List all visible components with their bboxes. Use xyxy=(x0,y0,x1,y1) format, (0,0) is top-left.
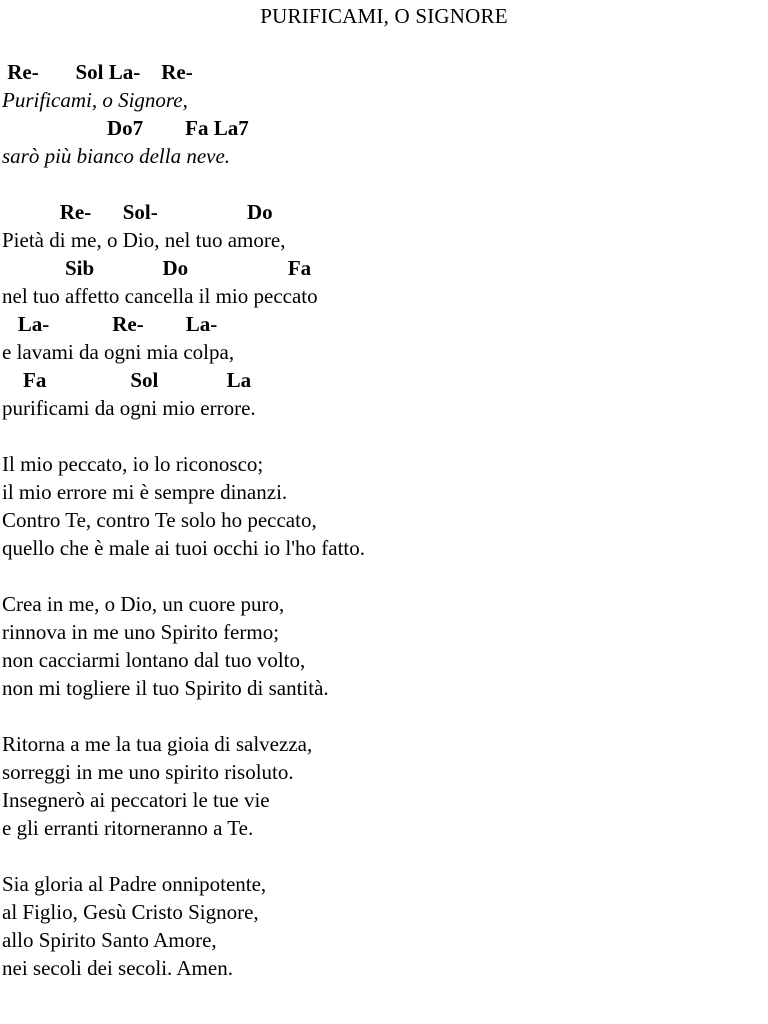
lyric-line: Insegnerò ai peccatori le tue vie xyxy=(2,788,270,812)
lyric-line: Crea in me, o Dio, un cuore puro, xyxy=(2,592,285,616)
lyric-line: il mio errore mi è sempre dinanzi. xyxy=(2,480,288,504)
lyric-line: quello che è male ai tuoi occhi io l'ho fatto. xyxy=(2,536,365,560)
lyric-line: nel tuo affetto cancella il mio peccato xyxy=(2,284,318,308)
chord-line: Re- Sol- Do xyxy=(2,200,273,224)
chord-line: La- Re- La- xyxy=(2,312,218,336)
lyric-line: non cacciarmi lontano dal tuo volto, xyxy=(2,648,306,672)
lyric-line: nei secoli dei secoli. Amen. xyxy=(2,956,233,980)
lyric-line: Pietà di me, o Dio, nel tuo amore, xyxy=(2,228,286,252)
lyric-line: non mi togliere il tuo Spirito di santità. xyxy=(2,676,329,700)
lyric-line: e lavami da ogni mia colpa, xyxy=(2,340,235,364)
lyric-line: Ritorna a me la tua gioia di salvezza, xyxy=(2,732,313,756)
lyric-line: Purificami, o Signore, xyxy=(2,88,188,112)
lyric-line: sorreggi in me uno spirito risoluto. xyxy=(2,760,294,784)
lyric-line: al Figlio, Gesù Cristo Signore, xyxy=(2,900,259,924)
lyric-line: sarò più bianco della neve. xyxy=(2,144,231,168)
lyric-line: e gli erranti ritorneranno a Te. xyxy=(2,816,254,840)
lyric-line: rinnova in me uno Spirito fermo; xyxy=(2,620,280,644)
song-title: PURIFICAMI, O SIGNORE xyxy=(260,4,508,28)
lyric-line: Il mio peccato, io lo riconosco; xyxy=(2,452,264,476)
lyric-line: allo Spirito Santo Amore, xyxy=(2,928,217,952)
chord-line: Re- Sol La- Re- xyxy=(2,60,193,84)
lyric-line: Sia gloria al Padre onnipotente, xyxy=(2,872,267,896)
chord-line: Fa Sol La xyxy=(2,368,252,392)
chord-line: Sib Do Fa xyxy=(2,256,312,280)
lyric-line: purificami da ogni mio errore. xyxy=(2,396,256,420)
lyric-line: Contro Te, contro Te solo ho peccato, xyxy=(2,508,317,532)
chord-line: Do7 Fa La7 xyxy=(2,116,249,140)
